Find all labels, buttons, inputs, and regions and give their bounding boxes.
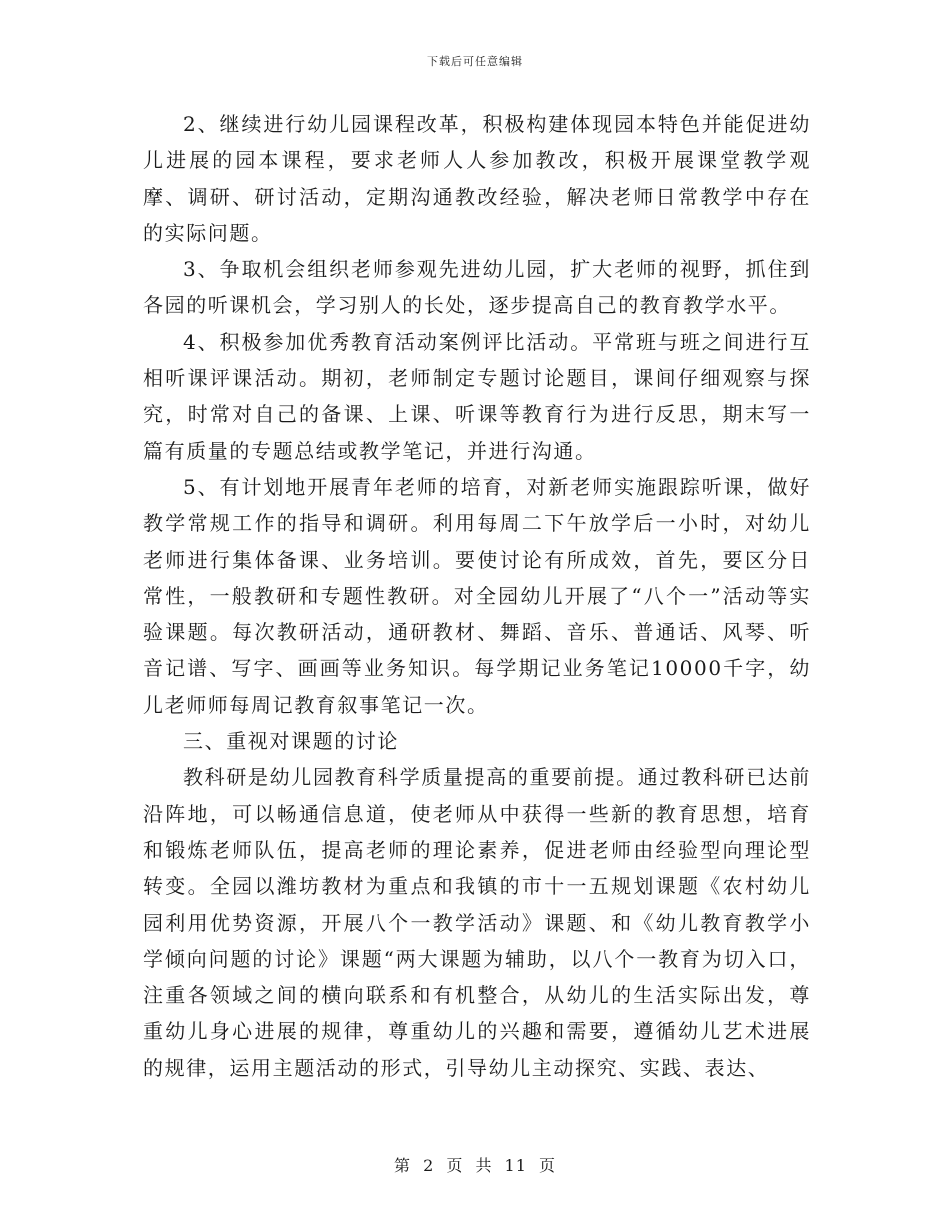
section-heading: 三、重视对课题的讨论 xyxy=(183,729,399,754)
document-body xyxy=(143,106,811,1086)
page-header: 下载后可任意编辑 xyxy=(427,55,523,68)
paragraph-research: 教科研是幼儿园教育科学质量提高的重要前提。通过教科研已达前沿阵地，可以畅通信息道，使老师从中获得一些新的教育思想，培育和锻炼老师队伍，提高老师的理论素养，促进老师由经验型向理论型转变。全园以潍坊教材为重点和我镇的市十一五规划课题《农村幼儿园利用优势资源，开展八个一教学活动》课题、和《幼儿教育教学小学倾向问题的讨论》课题“两大课题为辅助，以八个一教育为切入口，注重各领域之间的横向联系和有机整合，从幼儿的生活实际出发，尊重幼儿身心进展的规律，尊重幼儿的兴趣和需要，遵循幼儿艺术进展的规律，运用主题活动的形式，引导幼儿主动探究、实践、表达、 xyxy=(143,765,811,1080)
page-number: 第 2 页 共 11 页 xyxy=(394,1156,556,1175)
paragraph-item-3: 3、争取机会组织老师参观先进幼儿园，扩大老师的视野，抓住到各园的听课机会，学习别人的长处，逐步提高自己的教育教学水平。 xyxy=(143,257,811,318)
paragraph-item-4: 4、积极参加优秀教育活动案例评比活动。平常班与班之间进行互相听课评课活动。期初，老师制定专题讨论题目，课间仔细观察与探究，时常对自己的备课、上课、听课等教育行为进行反思，期末写一篇有质量的专题总结或教学笔记，并进行沟通。 xyxy=(143,329,811,463)
paragraph-item-2: 2、继续进行幼儿园课程改革，积极构建体现园本特色并能促进幼儿进展的园本课程，要求老师人人参加教改，积极开展课堂教学观摩、调研、研讨活动，定期沟通教改经验，解决老师日常教学中存在的实际问题。 xyxy=(143,112,811,245)
paragraph-item-5: 5、有计划地开展青年老师的培育，对新老师实施跟踪听课，做好教学常规工作的指导和调研。利用每周二下午放学后一小时，对幼儿老师进行集体备课、业务培训。要使讨论有所成效，首先，要区分日常性，一般教研和专题性教研。对全园幼儿开展了“八个一”活动等实验课题。每次教研活动，通研教材、舞蹈、音乐、普通话、风琴、听音记谱、写字、画画等业务知识。每学期记业务笔记10000千字，幼儿老师师每周记教育叙事笔记一次。 xyxy=(143,474,811,717)
